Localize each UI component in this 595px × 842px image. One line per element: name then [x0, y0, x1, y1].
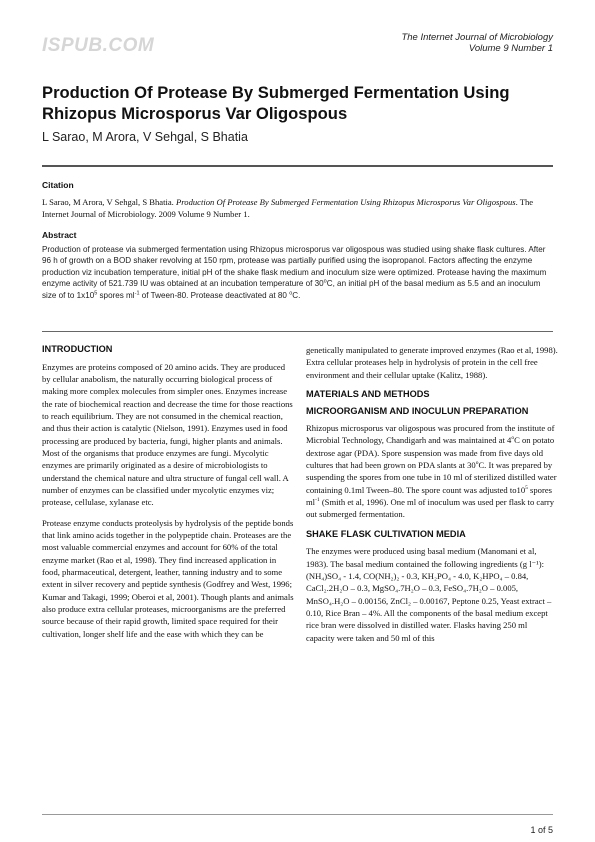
footer-divider	[42, 814, 553, 815]
introduction-paragraph-2: Protease enzyme conducts proteolysis by hydrolysis of the peptide bonds that link amino acids together in the polypeptide chain. Proteases are the most valuable commercial enzymes and account for 60% of the total enzyme market (Rao et al, 1998). They find increased application in food, pharmaceutical, detergent, leather, tanning industry and to some extent in silver recovery and peptide synthesis (Godfrey and West, 1996; Kumar and Takagi, 1999; Oberoi et al, 2001). Though plants and animals also produce extra cellular proteases, microorganisms are the preferred source because of their rapid growth, limited space required for their cultivation, longer shelf life and the ease with which they can be	[42, 517, 294, 639]
inoculum-heading: MICROORGANISM AND INOCULUN PREPARATION	[306, 405, 529, 416]
abstract-heading: Abstract	[42, 230, 77, 240]
journal-info	[401, 33, 553, 54]
introduction-paragraph-1: Enzymes are proteins composed of 20 amino acids. They are produced by cellular anabolism, the naturally occurring biological process of making more complex molecules from simpler ones. Enzymes increase the rate of biochemical reaction and decrease the time for those reactions to reach equilibrium. They are not consumed in the chemical reaction, and thus their action is catalytic (Nielson, 1991). Enzymes used in food processing are produced by bacteria, fungi, higher plants and animals. Most of the organisms that produce enzymes are fungi. Mycolytic enzymes are primarily originated as a desire of microbiologists to understand the chemical nature and ultra structure of fungal cell wall. A number of enzymes can be classified under mycolytic enzymes viz; protease, cellulase, xylanase etc.	[42, 361, 293, 508]
page-number: 1 of 5	[530, 825, 553, 835]
introduction-paragraph-3: genetically manipulated to generate improved enzymes (Rao et al, 1998). Extra cellular proteases help in hydrolysis of protein in the cell free environment and their cellular uptake (Kalitz, 1988).	[306, 345, 558, 380]
article-authors: L Sarao, M Arora, V Sehgal, S Bhatia	[42, 130, 248, 144]
shake-flask-paragraph: The enzymes were produced using basal medium (Manomani et al, 1983). The basal medium contained the following ingredients (g l⁻¹): (NH₄)SO₄ - 1.4, CO(NH₂)₂ - 0.3, KH₂PO₄ - 4.0, K₂HPO₄ – 0.84, CaCl₂.2H₂O – 0.3, MgSO₄.7H₂O – 0.3, FeSO₄.7H₂O – 0.005, MnSO₄.H₂O – 0.00156, ZnCl₂ – 0.00167, Peptone 0.25, Yeast extract – 0.10, Rice Bran – 4%. All the components of the basal medium except rice bran were dissolved in distilled water. Flasks having 250 ml capacity were taken and 50 ml of this	[306, 546, 552, 643]
site-logo: ISPUB.COM	[42, 35, 155, 56]
citation-text	[42, 196, 553, 220]
article-title: Production Of Protease By Submerged Fermentation Using Rhizopus Microsporus Var Oligospous	[42, 83, 510, 123]
header-divider	[42, 165, 553, 167]
journal-volume: Volume 9 Number 1	[468, 42, 553, 54]
citation-source: . The Internet Journal of Microbiology. 2009 Volume 9 Number 1.	[42, 197, 534, 219]
introduction-heading: INTRODUCTION	[42, 344, 113, 354]
citation-title: Production Of Protease By Submerged Fermentation Using Rhizopus Microsporus Var Oligospous	[176, 197, 516, 207]
left-column	[42, 344, 294, 648]
abstract-text: Production of protease via submerged fermentation using Rhizopus microsporus var oligospous was studied using shake flask cultures. After 96 h of growth on a BOD shaker revolving at 150 rpm, protease was partially purified using the isopropanol. Factors affecting the enzyme production viz incubation temperature, initial pH of the shake flask medium and inoculum size were optimized. Protease having the maximum enzyme activity of 521.739 IU was obtained at an incubation temperature of 30$^o$C, an initial pH of the basal medium as 5.5 and an inoculum size of to $1x10^5$ spores $ml^{-1}$ of Tween-80. Protease deactivated at 80 $^o$C.	[42, 245, 547, 300]
citation-heading: Citation	[42, 180, 74, 190]
inoculum-paragraph: Rhizopus microsporus var oligospous was procured from the institute of Microbial Technology, Chandigarh and was maintained at 4$^o$C on potato dextrose agar (PDA). Spore suspension was made from five days old cultures that had been grown on PDA slants at 30$^o$C. It was prepared by suspending the spores from one tube in 10 ml of sterilized distilled water containing 0.1ml Tween–80. The spore count was adjusted $to10^5$ spores $ml^{-1}$ (Smith et al, 1996). One ml of inoculum was used per flask to carry out submerged fermentation.	[306, 423, 557, 520]
right-column	[306, 344, 558, 652]
abstract-divider	[42, 331, 553, 332]
journal-name: The Internet Journal of Microbiology	[401, 32, 553, 43]
shake-flask-heading: SHAKE FLASK CULTIVATION MEDIA	[306, 528, 466, 539]
methods-heading: MATERIALS AND METHODS	[306, 389, 430, 400]
citation-authors: L Sarao, M Arora, V Sehgal, S Bhatia.	[42, 197, 174, 207]
